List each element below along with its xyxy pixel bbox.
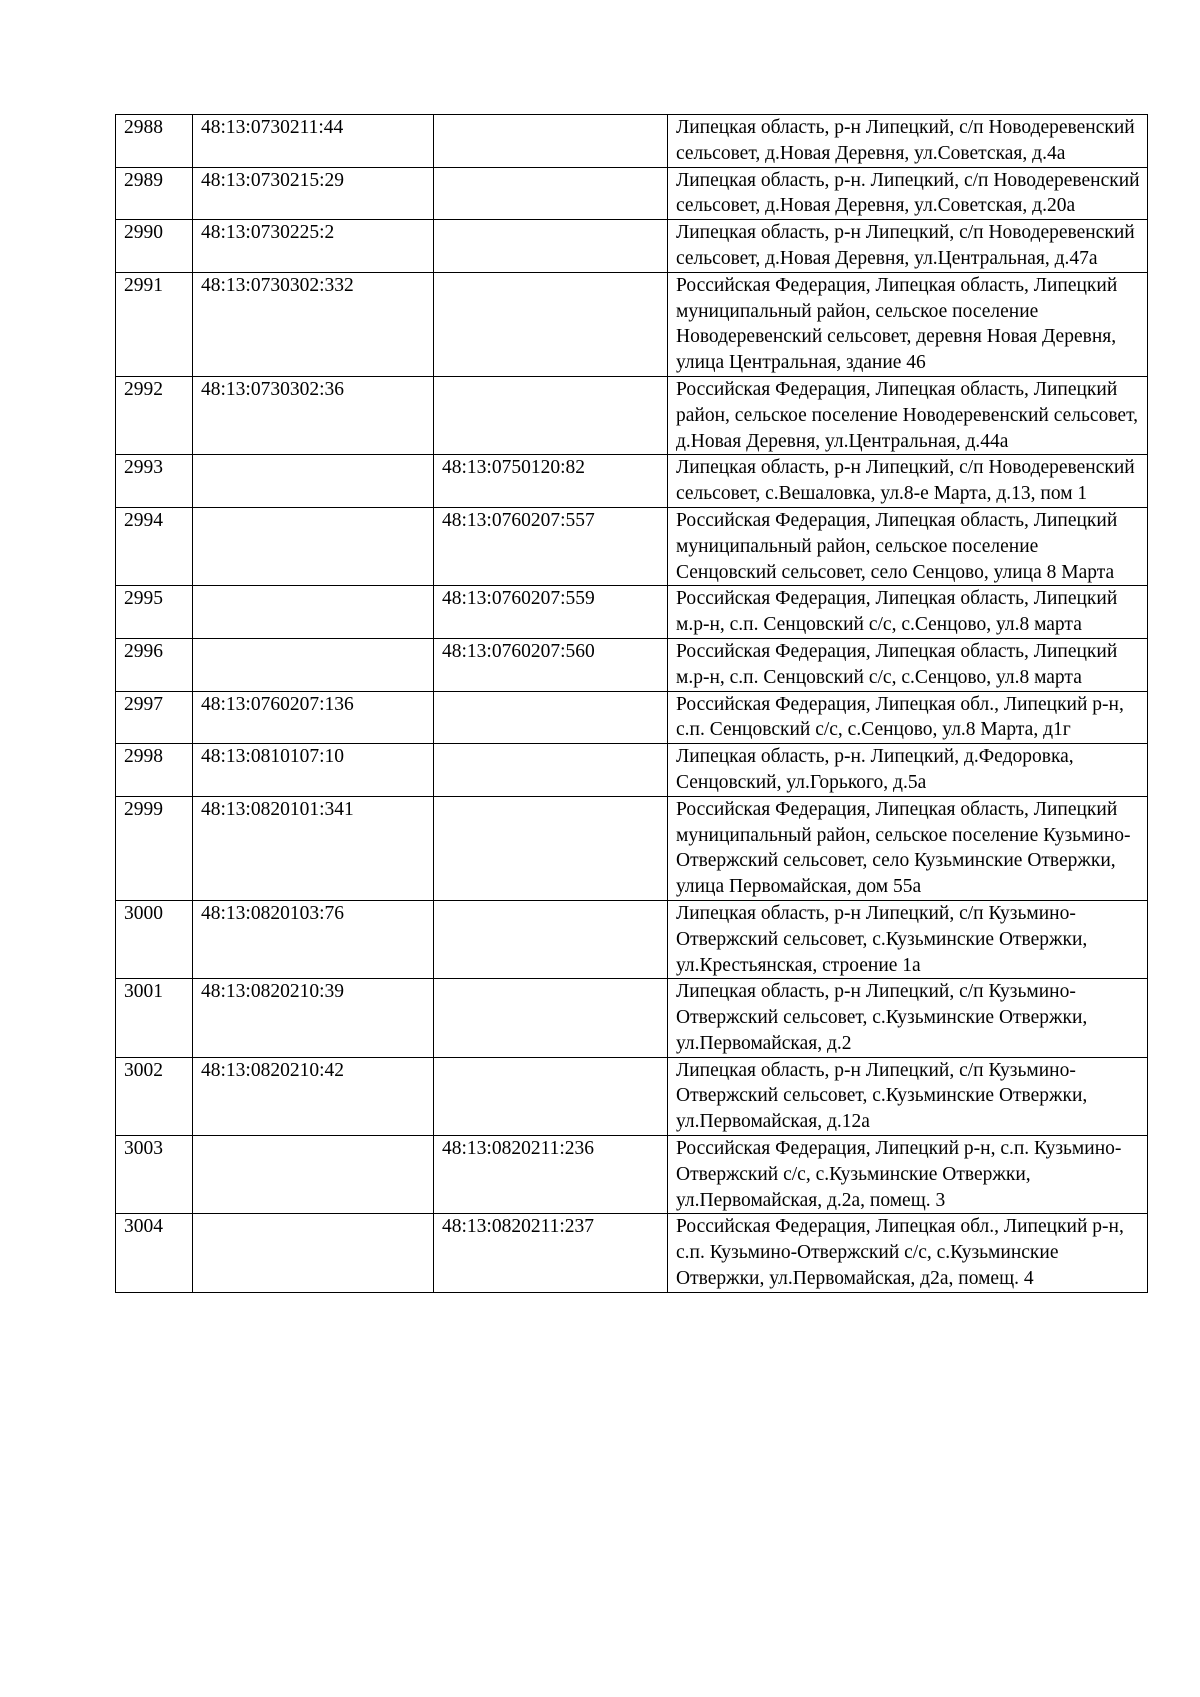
row-number-cell: 2988 xyxy=(116,115,193,168)
cadastral-number-cell: 48:13:0820101:341 xyxy=(193,796,434,900)
address-cell: Российская Федерация, Липецкая обл., Липецкий р-н, с.п. Кузьмино-Отвержский с/с, с.Кузьминские Отвержки, ул.Первомайская, д2а, помещ. 4 xyxy=(668,1214,1148,1292)
cadastral-number-cell: 48:13:0820210:42 xyxy=(193,1057,434,1135)
address-cell: Российская Федерация, Липецкая обл., Липецкий р-н, с.п. Сенцовский с/с, с.Сенцово, ул.8 Марта, д1г xyxy=(668,691,1148,744)
premises-cadastral-number-cell xyxy=(434,744,668,797)
cadastral-number-cell: 48:13:0730302:332 xyxy=(193,272,434,376)
address-cell: Липецкая область, р-н Липецкий, с/п Новодеревенский сельсовет, с.Вешаловка, ул.8-е Марта, д.13, пом 1 xyxy=(668,455,1148,508)
table-row xyxy=(116,507,1148,585)
cadastral-number-cell: 48:13:0760207:136 xyxy=(193,691,434,744)
premises-cadastral-number-cell xyxy=(434,376,668,454)
premises-cadastral-number-cell: 48:13:0760207:557 xyxy=(434,507,668,585)
address-cell: Российская Федерация, Липецкая область, Липецкий муниципальный район, сельское поселение Новодеревенский сельсовет, деревня Новая Деревня, улица Центральная, здание 46 xyxy=(668,272,1148,376)
table-row xyxy=(116,744,1148,797)
table-row xyxy=(116,1057,1148,1135)
address-cell: Липецкая область, р-н. Липецкий, д.Федоровка, Сенцовский, ул.Горького, д.5а xyxy=(668,744,1148,797)
row-number-cell: 3003 xyxy=(116,1136,193,1214)
address-cell: Российская Федерация, Липецкий р-н, с.п. Кузьмино-Отвержский с/с, с.Кузьминские Отвержки, ул.Первомайская, д.2а, помещ. 3 xyxy=(668,1136,1148,1214)
premises-cadastral-number-cell xyxy=(434,1057,668,1135)
cadastral-number-cell xyxy=(193,586,434,639)
premises-cadastral-number-cell xyxy=(434,115,668,168)
address-cell: Липецкая область, р-н Липецкий, с/п Новодеревенский сельсовет, д.Новая Деревня, ул.Советская, д.4а xyxy=(668,115,1148,168)
row-number-cell: 2998 xyxy=(116,744,193,797)
cadastral-number-cell: 48:13:0820103:76 xyxy=(193,900,434,978)
cadastral-number-cell xyxy=(193,455,434,508)
address-cell: Липецкая область, р-н Липецкий, с/п Кузьмино-Отвержский сельсовет, с.Кузьминские Отвержки, ул.Первомайская, д.2 xyxy=(668,979,1148,1057)
table-row xyxy=(116,638,1148,691)
premises-cadastral-number-cell xyxy=(434,167,668,220)
premises-cadastral-number-cell: 48:13:0750120:82 xyxy=(434,455,668,508)
row-number-cell: 2990 xyxy=(116,220,193,273)
table-row xyxy=(116,376,1148,454)
row-number-cell: 2994 xyxy=(116,507,193,585)
property-registry-table xyxy=(115,114,1148,1293)
table-row xyxy=(116,115,1148,168)
row-number-cell: 3001 xyxy=(116,979,193,1057)
table-body xyxy=(116,115,1148,1293)
cadastral-number-cell: 48:13:0730215:29 xyxy=(193,167,434,220)
address-cell: Липецкая область, р-н. Липецкий, с/п Новодеревенский сельсовет, д.Новая Деревня, ул.Советская, д.20а xyxy=(668,167,1148,220)
address-cell: Липецкая область, р-н Липецкий, с/п Новодеревенский сельсовет, д.Новая Деревня, ул.Центральная, д.47а xyxy=(668,220,1148,273)
cadastral-number-cell: 48:13:0810107:10 xyxy=(193,744,434,797)
row-number-cell: 2996 xyxy=(116,638,193,691)
premises-cadastral-number-cell: 48:13:0760207:559 xyxy=(434,586,668,639)
address-cell: Российская Федерация, Липецкая область, Липецкий муниципальный район, сельское поселение Кузьмино-Отвержский сельсовет, село Кузьминские Отвержки, улица Первомайская, дом 55а xyxy=(668,796,1148,900)
cadastral-number-cell xyxy=(193,507,434,585)
premises-cadastral-number-cell xyxy=(434,272,668,376)
row-number-cell: 2995 xyxy=(116,586,193,639)
premises-cadastral-number-cell: 48:13:0820211:236 xyxy=(434,1136,668,1214)
premises-cadastral-number-cell xyxy=(434,796,668,900)
cadastral-number-cell: 48:13:0820210:39 xyxy=(193,979,434,1057)
address-cell: Российская Федерация, Липецкая область, Липецкий м.р-н, с.п. Сенцовский с/с, с.Сенцово, ул.8 марта xyxy=(668,586,1148,639)
address-cell: Российская Федерация, Липецкая область, Липецкий район, сельское поселение Новодеревенский сельсовет, д.Новая Деревня, ул.Центральная, д.44а xyxy=(668,376,1148,454)
table-row xyxy=(116,167,1148,220)
row-number-cell: 2992 xyxy=(116,376,193,454)
table-row xyxy=(116,979,1148,1057)
row-number-cell: 2989 xyxy=(116,167,193,220)
address-cell: Липецкая область, р-н Липецкий, с/п Кузьмино-Отвержский сельсовет, с.Кузьминские Отвержки, ул.Крестьянская, строение 1а xyxy=(668,900,1148,978)
cadastral-number-cell xyxy=(193,638,434,691)
table-row xyxy=(116,586,1148,639)
premises-cadastral-number-cell: 48:13:0760207:560 xyxy=(434,638,668,691)
row-number-cell: 3004 xyxy=(116,1214,193,1292)
premises-cadastral-number-cell xyxy=(434,979,668,1057)
row-number-cell: 2993 xyxy=(116,455,193,508)
cadastral-number-cell: 48:13:0730225:2 xyxy=(193,220,434,273)
table-row xyxy=(116,1214,1148,1292)
table-row xyxy=(116,220,1148,273)
table-row xyxy=(116,455,1148,508)
table-row xyxy=(116,272,1148,376)
address-cell: Российская Федерация, Липецкая область, Липецкий муниципальный район, сельское поселение Сенцовский сельсовет, село Сенцово, улица 8 Марта xyxy=(668,507,1148,585)
table-row xyxy=(116,1136,1148,1214)
row-number-cell: 2999 xyxy=(116,796,193,900)
cadastral-number-cell: 48:13:0730302:36 xyxy=(193,376,434,454)
row-number-cell: 2997 xyxy=(116,691,193,744)
row-number-cell: 3000 xyxy=(116,900,193,978)
cadastral-number-cell xyxy=(193,1214,434,1292)
cadastral-number-cell: 48:13:0730211:44 xyxy=(193,115,434,168)
premises-cadastral-number-cell xyxy=(434,220,668,273)
premises-cadastral-number-cell: 48:13:0820211:237 xyxy=(434,1214,668,1292)
row-number-cell: 2991 xyxy=(116,272,193,376)
premises-cadastral-number-cell xyxy=(434,900,668,978)
premises-cadastral-number-cell xyxy=(434,691,668,744)
table-row xyxy=(116,691,1148,744)
address-cell: Российская Федерация, Липецкая область, Липецкий м.р-н, с.п. Сенцовский с/с, с.Сенцово, ул.8 марта xyxy=(668,638,1148,691)
row-number-cell: 3002 xyxy=(116,1057,193,1135)
cadastral-number-cell xyxy=(193,1136,434,1214)
table-row xyxy=(116,900,1148,978)
table-row xyxy=(116,796,1148,900)
address-cell: Липецкая область, р-н Липецкий, с/п Кузьмино-Отвержский сельсовет, с.Кузьминские Отвержки, ул.Первомайская, д.12а xyxy=(668,1057,1148,1135)
